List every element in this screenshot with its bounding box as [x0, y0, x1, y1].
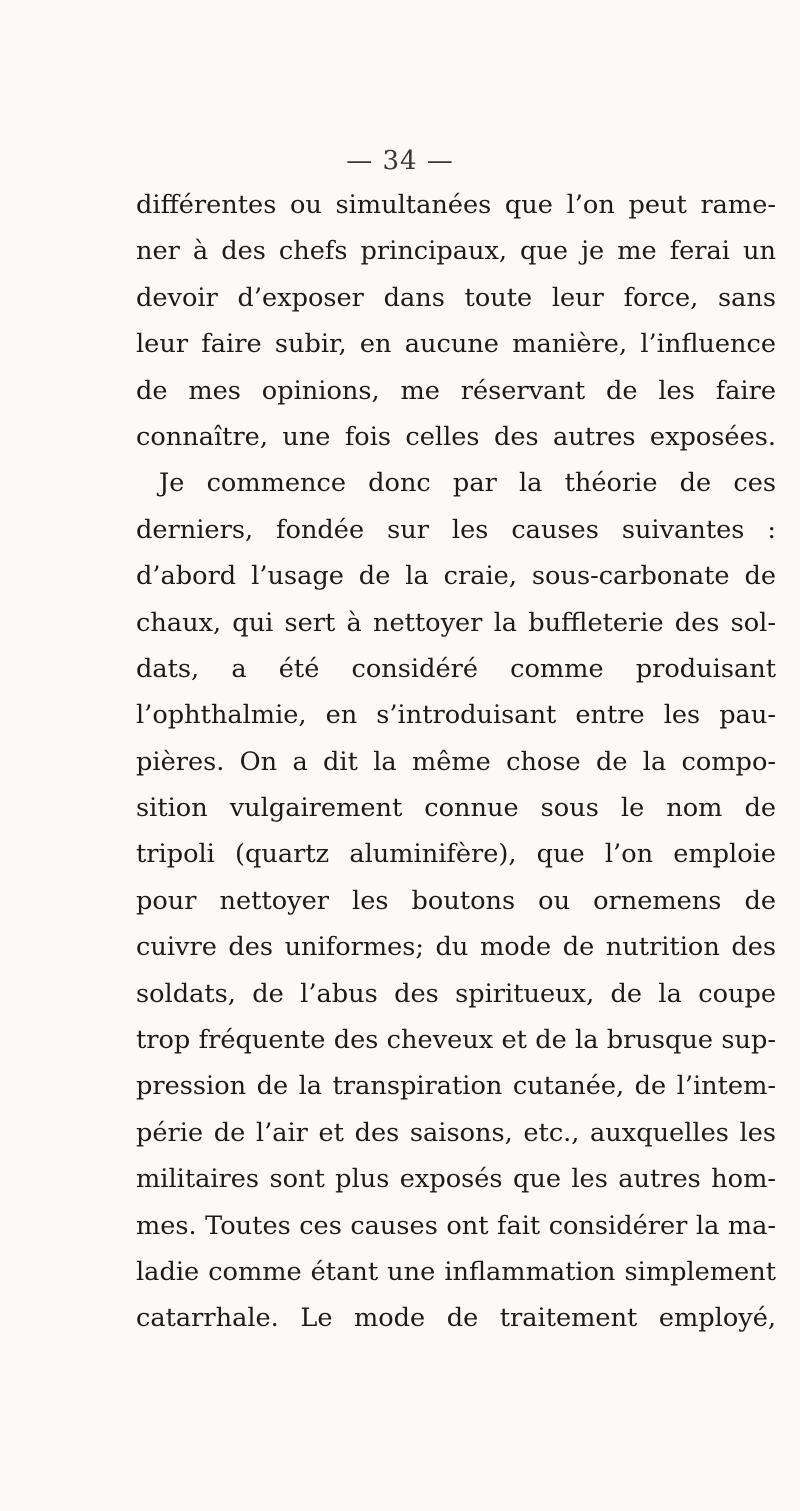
text-line: l’ophthalmie, en s’introduisant entre les pau- [136, 700, 776, 731]
text-line: devoir d’exposer dans toute leur force, sans [136, 282, 776, 313]
text-line: d’abord l’usage de la craie, sous-carbonate de [136, 561, 776, 592]
text-line: catarrhale. Le mode de traitement employé, [136, 1303, 776, 1334]
text-line: tripoli (quartz aluminifère), que l’on emploie [136, 839, 776, 870]
text-line: ner à des chefs principaux, que je me ferai un [136, 236, 776, 267]
text-line: derniers, fondée sur les causes suivantes : [136, 514, 776, 545]
text-line: chaux, qui sert à nettoyer la buffleterie des sol- [136, 607, 776, 638]
text-line: cuivre des uniformes; du mode de nutrition des [136, 932, 776, 963]
body-text [136, 182, 776, 1342]
text-line: connaître, une fois celles des autres exposées. [136, 421, 776, 452]
text-line: périe de l’air et des saisons, etc., auxquelles les [136, 1117, 776, 1148]
text-line: leur faire subir, en aucune manière, l’influence [136, 329, 776, 360]
paragraph-start-line: Je commence donc par la théorie de ces [159, 468, 776, 499]
text-line: trop fréquente des cheveux et de la brusque sup- [136, 1025, 776, 1056]
text-line: mes. Toutes ces causes ont fait considérer la ma- [136, 1210, 776, 1241]
text-line: sition vulgairement connue sous le nom de [136, 793, 776, 824]
text-line: soldats, de l’abus des spiritueux, de la coupe [136, 978, 776, 1009]
text-line: pression de la transpiration cutanée, de l’intem- [136, 1071, 776, 1102]
text-line: de mes opinions, me réservant de les faire [136, 375, 776, 406]
text-line: militaires sont plus exposés que les autres hom- [136, 1164, 776, 1195]
text-line: différentes ou simultanées que l’on peut rame- [136, 190, 776, 220]
page-number: — 34 — [346, 146, 454, 176]
text-line: pour nettoyer les boutons ou ornemens de [136, 885, 776, 916]
text-line: pières. On a dit la même chose de la compo- [136, 746, 776, 777]
text-line: ladie comme étant une inflammation simplement [136, 1256, 776, 1287]
text-line: dats, a été considéré comme produisant [136, 653, 776, 684]
